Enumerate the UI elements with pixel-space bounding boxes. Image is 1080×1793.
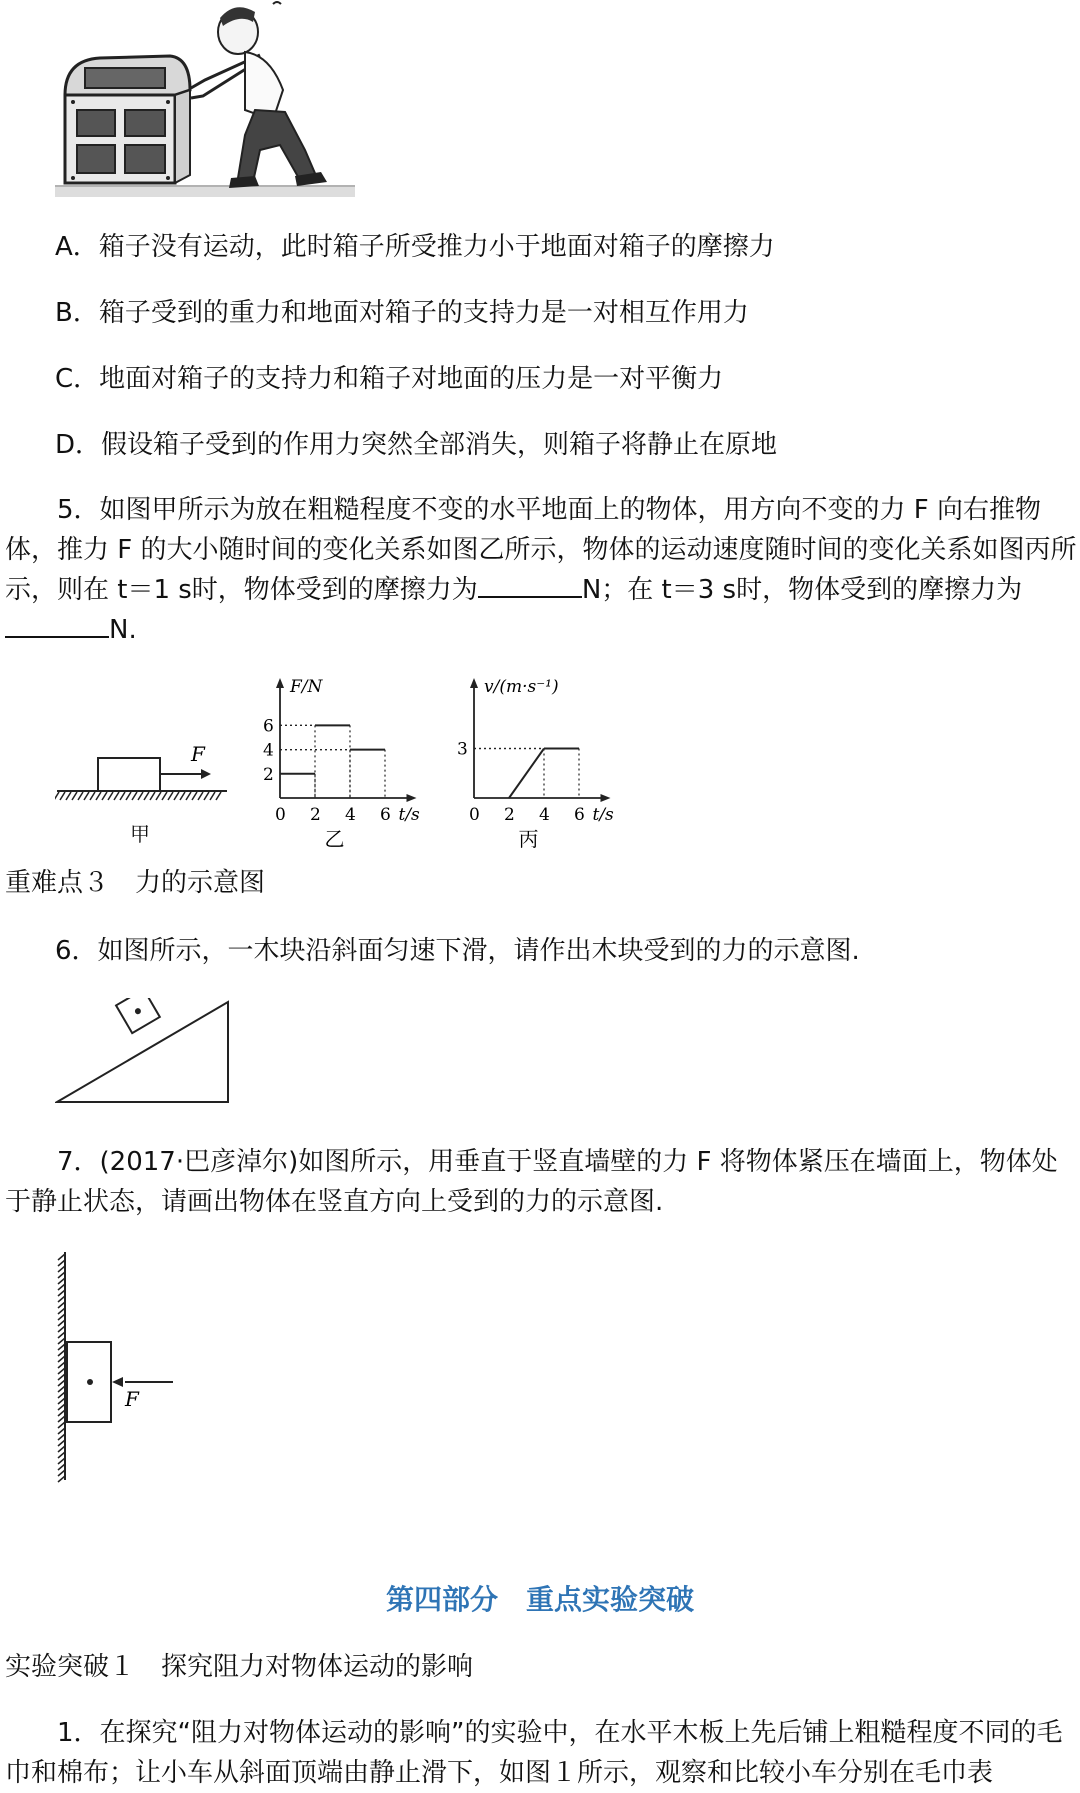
chart-yi [258,670,448,850]
hatch-mark [58,1410,65,1416]
wall-hatch [58,1254,65,1482]
hatch-mark [126,792,131,800]
pushing-box-illustration [55,0,355,200]
hatch-mark [58,1302,65,1308]
chart-yi-svg [258,670,448,850]
experiment-question-1: 1．在探究“阻力对物体运动的影响”的实验中，在水平木板上先后铺上粗糙程度不同的毛巾和棉布；让小车从斜面顶端由静止滑下，如图１所示，观察和比较小车分别在毛巾表 [5,1718,1063,1788]
x-tick-label: 4 [345,805,356,825]
hatch-mark [186,792,191,800]
hatch-mark [58,1464,65,1470]
hatch-mark [58,1392,65,1398]
x-tick-label: 2 [504,805,515,825]
answer-blank-1[interactable] [478,574,582,598]
hatch-mark [204,792,209,800]
hatch-mark [58,1374,65,1380]
chart-bing [452,670,642,850]
heading-key-point-3: 重难点３ 力的示意图 [5,868,266,898]
hatch-mark [180,792,185,800]
y-tick-label: 4 [263,740,274,761]
hatch-mark [60,792,65,800]
hatch-mark [58,1332,65,1338]
hatch-mark [162,792,167,800]
force-label-f: F [191,742,205,766]
hatch-mark [58,1422,65,1428]
hatch-mark [58,1446,65,1452]
x-tick-label: 2 [310,805,321,825]
experiment-heading: 实验突破１ 探究阻力对物体运动的影响 [5,1652,474,1682]
data-segment [509,749,544,799]
hatch-mark [120,792,125,800]
hatch-mark [58,1284,65,1290]
q5-text-3: N. [109,615,137,645]
hatch-mark [108,792,113,800]
hatch-mark [78,792,83,800]
hatch-mark [58,1290,65,1296]
y-tick-label: 3 [457,739,468,760]
figure-jia [55,740,235,846]
hatch-mark [58,1398,65,1404]
hatch-mark [58,1404,65,1410]
hatch-mark [58,1458,65,1464]
y-axis-arrow [470,678,478,688]
hatch-mark [58,1320,65,1326]
hatch-mark [58,1368,65,1374]
hatch-mark [58,1356,65,1362]
hatch-mark [58,1314,65,1320]
option-b: B．箱子受到的重力和地面对箱子的支持力是一对相互作用力 [55,298,749,328]
wall-figure [55,1250,185,1490]
hatch-mark [84,792,89,800]
option-a: A．箱子没有运动，此时箱子所受推力小于地面对箱子的摩擦力 [55,232,775,262]
hatch-mark [58,1350,65,1356]
hatch-mark [114,792,119,800]
hatch-mark [102,792,107,800]
hatch-mark [210,792,215,800]
y-axis-label: v/(m·s⁻¹) [484,677,559,697]
wooden-block [116,998,160,1033]
option-d: D．假设箱子受到的作用力突然全部消失，则箱子将静止在原地 [55,430,778,460]
section-title: 第四部分 重点实验突破 [385,1583,694,1616]
hatch-mark [58,1344,65,1350]
q5-text-2: N；在 t＝3 s时，物体受到的摩擦力为 [581,575,1023,605]
hatch-mark [58,1296,65,1302]
hatch-mark [90,792,95,800]
hatch-mark [58,1440,65,1446]
hatch-mark [132,792,137,800]
hatch-mark [55,792,59,800]
answer-blank-2[interactable] [5,614,109,638]
hatch-mark [58,1416,65,1422]
y-axis-arrow [276,678,284,688]
chart-caption: 丙 [518,827,539,850]
incline-figure [55,998,235,1108]
x-axis-label: t/s [592,805,614,825]
x-axis-label: t/s [398,805,420,825]
q5-text-1: 5．如图甲所示为放在粗糙程度不变的水平地面上的物体，用方向不变的力 F 向右推物体，推力 F 的大小随时间的变化关系如图乙所示，物体的运动速度随时间的变化关系如图丙所示，则在 t＝1 s时，物体受到的摩擦力为 [5,495,1077,605]
hatch-mark [168,792,173,800]
hatch-mark [174,792,179,800]
hatch-mark [58,1272,65,1278]
hatch-mark [58,1452,65,1458]
x-tick-label: 6 [380,805,391,825]
hatch-mark [58,1278,65,1284]
hatch-mark [66,792,71,800]
caption-jia: 甲 [130,822,150,846]
question-6: 6．如图所示，一木块沿斜面匀速下滑，请作出木块受到的力的示意图. [55,936,860,966]
hatch-mark [144,792,149,800]
hatch-mark [58,1362,65,1368]
y-axis-label: F/N [290,677,323,697]
hatch-mark [58,1470,65,1476]
x-tick-label: 0 [275,805,286,825]
y-tick-label: 2 [263,764,274,785]
hatch-mark [58,1386,65,1392]
hatch-mark [96,792,101,800]
hatch-mark [58,1308,65,1314]
hatch-mark [58,1254,65,1260]
wall-force-label: F [125,1387,139,1411]
chart-caption: 乙 [324,827,345,850]
x-tick-label: 0 [469,805,480,825]
hatch-mark [138,792,143,800]
hatch-mark [58,1266,65,1272]
x-axis-arrow [601,794,611,802]
question-7: 7．(2017·巴彦淖尔)如图所示，用垂直于竖直墙壁的力 F 将物体紧压在墙面上，物体处于静止状态，请画出物体在竖直方向上受到的力的示意图. [5,1147,1058,1217]
y-tick-label: 6 [263,716,274,737]
hatch-mark [58,1434,65,1440]
hatch-mark [58,1260,65,1266]
question-5 [5,490,1080,650]
ground-hatch [55,792,221,800]
hatch-mark [58,1380,65,1386]
hatch-mark [58,1338,65,1344]
hatch-mark [150,792,155,800]
hatch-mark [72,792,77,800]
x-tick-label: 4 [539,805,550,825]
hatch-mark [198,792,203,800]
hatch-mark [156,792,161,800]
hatch-mark [192,792,197,800]
hatch-mark [58,1428,65,1434]
hatch-mark [216,792,221,800]
option-c: C．地面对箱子的支持力和箱子对地面的压力是一对平衡力 [55,364,724,394]
hatch-mark [58,1476,65,1482]
x-tick-label: 6 [574,805,585,825]
hatch-mark [58,1326,65,1332]
x-axis-arrow [407,794,417,802]
chart-bing-svg [452,670,642,850]
block-center-dot [87,1379,93,1385]
